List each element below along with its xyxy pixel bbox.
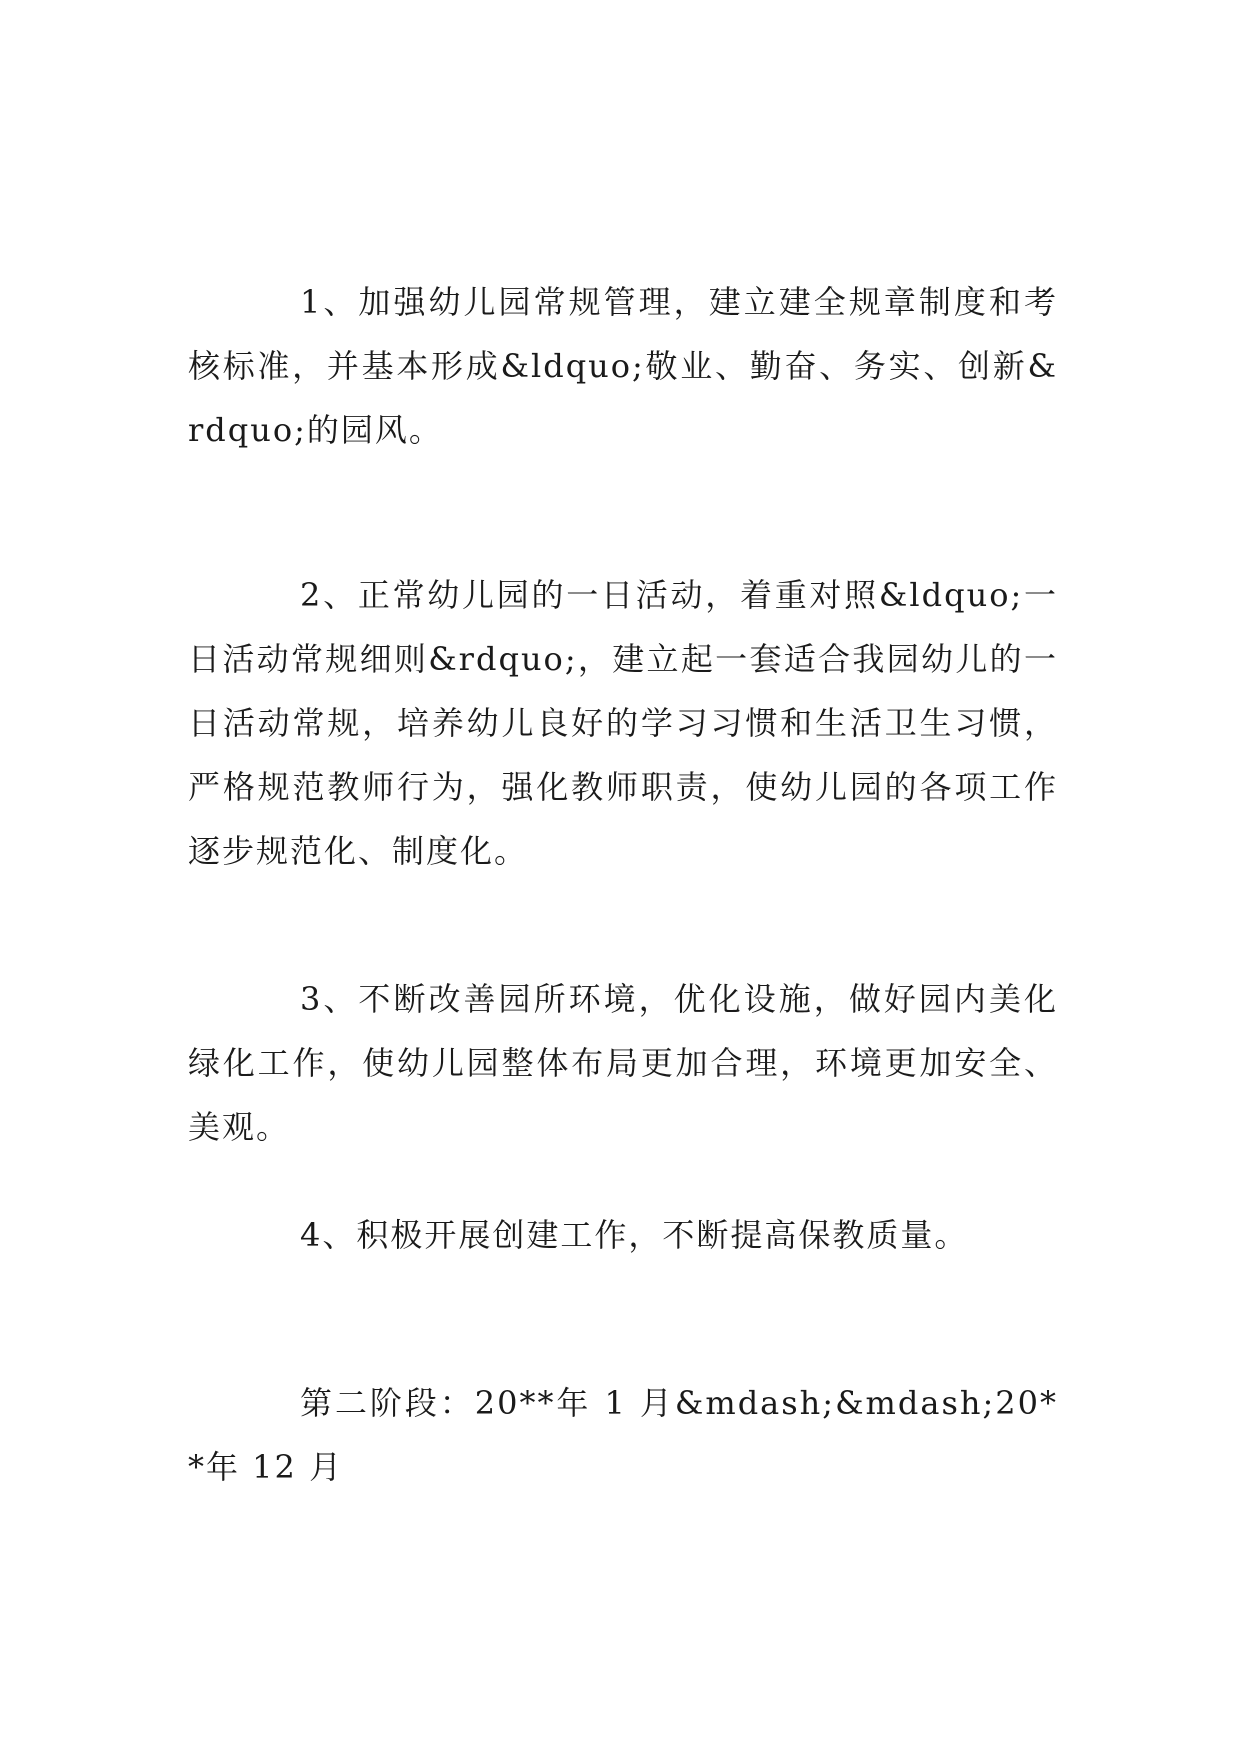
stage-heading: 第二阶段：20**年 1 月&mdash;&mdash;20**年 12 月 bbox=[188, 1384, 1058, 1486]
paragraph-item-1: 1、加强幼儿园常规管理，建立建全规章制度和考核标准，并基本形成&ldquo;敬业、勤奋、务实、创新&rdquo;的园风。 bbox=[188, 283, 1058, 449]
paragraph-item-3: 3、不断改善园所环境，优化设施，做好园内美化绿化工作，使幼儿园整体布局更加合理，环境更加安全、美观。 bbox=[188, 980, 1058, 1146]
paragraph-item-2: 2、正常幼儿园的一日活动，着重对照&ldquo;一日活动常规细则&rdquo;，建立起一套适合我园幼儿的一日活动常规，培养幼儿良好的学习习惯和生活卫生习惯，严格规范教师行为，强化教师职责，使幼儿园的各项工作逐步规范化、制度化。 bbox=[188, 576, 1058, 870]
paragraph-item-4: 4、积极开展创建工作，不断提高保教质量。 bbox=[300, 1216, 969, 1254]
